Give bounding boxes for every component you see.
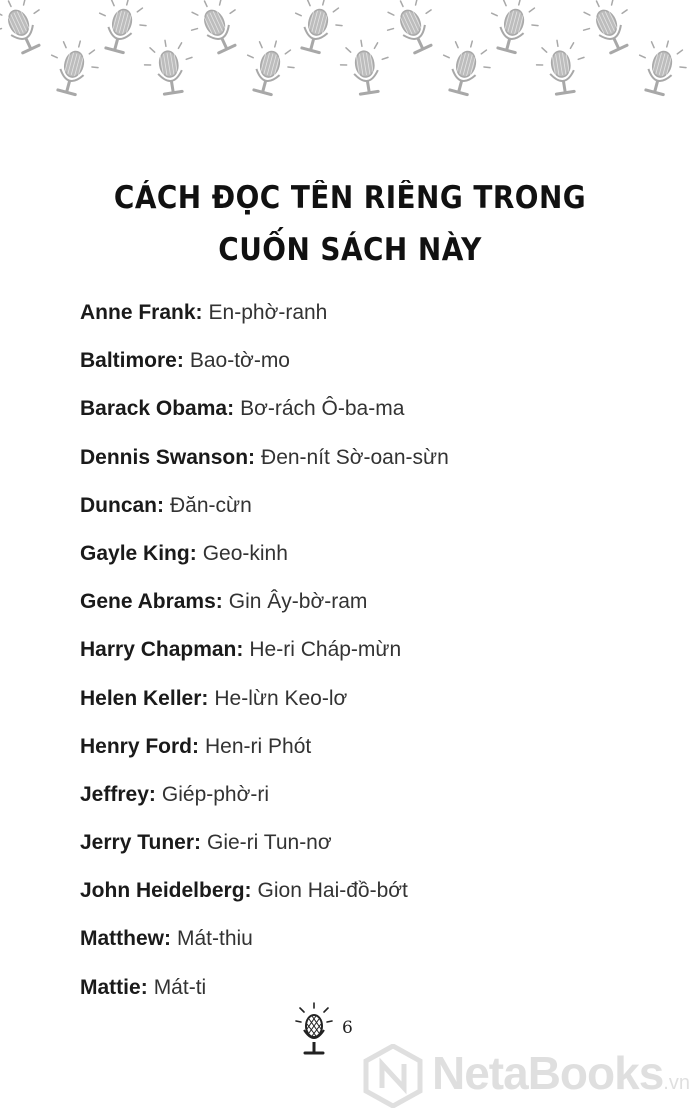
entry-colon: : [157, 493, 165, 517]
entry-name: Harry Chapman [80, 638, 237, 662]
entry-pronunciation: Gin Ây-bờ-ram [228, 590, 368, 614]
entry-colon: : [244, 879, 252, 903]
watermark-text [432, 1046, 690, 1100]
page-number: 6 [342, 1018, 353, 1038]
pronunciation-entry [80, 439, 680, 487]
pronunciation-entry [80, 680, 680, 728]
entry-name: Jerry Tuner [80, 831, 194, 855]
pronunciation-entry [80, 969, 680, 1017]
entry-name: Gene Abrams [80, 590, 216, 614]
entry-pronunciation: Gie-ri Tun-nơ [207, 831, 332, 855]
entry-pronunciation: Bao-tờ-mo [189, 349, 290, 373]
entry-pronunciation: Hen-ri Phót [205, 734, 312, 758]
microphone-icon [575, 0, 641, 59]
page-title-line-1: CÁCH ĐỌC TÊN RIÊNG TRONG [113, 180, 587, 216]
pronunciation-entry [80, 487, 680, 535]
pronunciation-entry [80, 294, 680, 342]
entry-name: Duncan [80, 493, 158, 517]
pronunciation-entry [80, 342, 680, 390]
entry-name: Henry Ford [80, 734, 193, 758]
netabooks-logo-icon [362, 1044, 424, 1108]
entry-colon: : [215, 590, 223, 614]
entry-colon: : [192, 734, 200, 758]
entry-name: Matthew [80, 927, 164, 951]
entry-pronunciation: Đen-nít Sờ-oan-sừn [261, 445, 449, 469]
pronunciation-entry [80, 824, 680, 872]
microphone-icon [435, 35, 495, 99]
pronunciation-entry [80, 872, 680, 920]
microphone-icon [183, 0, 249, 59]
microphone-icon [533, 37, 589, 97]
microphone-icon [91, 0, 151, 56]
entry-pronunciation: Mát-thiu [177, 927, 253, 951]
entry-name: Baltimore [80, 349, 177, 373]
microphone-icon [631, 35, 691, 99]
microphone-icon [43, 35, 103, 99]
page-title-line-2: CUỐN SÁCH NÀY [218, 232, 482, 268]
entry-name: Jeffrey [80, 782, 149, 806]
entry-colon: : [176, 349, 184, 373]
watermark-suffix: .vn [663, 1072, 690, 1094]
entry-colon: : [194, 831, 201, 855]
entry-name: Helen Keller [80, 686, 202, 710]
page-footer [292, 1002, 372, 1062]
microphone-icon [141, 37, 197, 97]
microphone-icon [239, 35, 299, 99]
entry-colon: : [148, 782, 156, 806]
entry-name: Mattie [80, 975, 141, 999]
microphone-icon [379, 0, 445, 59]
entry-colon: : [248, 445, 256, 469]
entry-name: Anne Frank [80, 301, 196, 324]
entry-pronunciation: Gion Hai-đồ-bớt [257, 879, 408, 903]
microphone-pattern [0, 0, 700, 112]
pronunciation-entry [80, 631, 680, 679]
pronunciation-entry [80, 776, 680, 824]
entry-name: John Heidelberg [80, 879, 245, 903]
entry-colon: : [227, 397, 235, 421]
watermark-brand: NetaBooks [432, 1047, 664, 1099]
entry-pronunciation: Giép-phờ-ri [161, 782, 270, 806]
pronunciation-entry [80, 390, 680, 438]
entry-pronunciation: Đăn-cừn [170, 493, 252, 517]
page-title [35, 172, 665, 276]
entry-name: Dennis Swanson [80, 445, 249, 469]
microphone-icon [483, 0, 543, 56]
entry-pronunciation: Geo-kinh [202, 541, 288, 565]
pronunciation-entry [80, 728, 680, 776]
entry-colon: : [140, 975, 148, 999]
entry-pronunciation: He-ri Cháp-mừn [249, 638, 402, 662]
netabooks-watermark [362, 1042, 700, 1112]
entry-colon: : [201, 686, 209, 710]
entry-colon: : [189, 541, 197, 565]
microphone-icon [292, 1002, 342, 1062]
microphone-icon [337, 37, 393, 97]
pronunciation-entry [80, 583, 680, 631]
pronunciation-entry [80, 920, 680, 968]
microphone-icon [287, 0, 347, 56]
entry-name: Gayle King [80, 541, 190, 565]
entry-colon: : [164, 927, 171, 951]
microphone-icon [0, 0, 53, 59]
entry-pronunciation: En-phờ-ranh [208, 301, 328, 324]
entry-name: Barack Obama [80, 397, 228, 421]
entry-pronunciation: Mát-ti [153, 975, 207, 999]
entry-pronunciation: He-lừn Keo-lơ [214, 686, 348, 710]
microphone-pattern-banner [0, 0, 700, 112]
entry-colon: : [195, 301, 203, 324]
entry-pronunciation: Bơ-rách Ô-ba-ma [240, 397, 405, 421]
pronunciation-list [80, 294, 680, 1017]
pronunciation-entry [80, 535, 680, 583]
entry-colon: : [236, 638, 244, 662]
